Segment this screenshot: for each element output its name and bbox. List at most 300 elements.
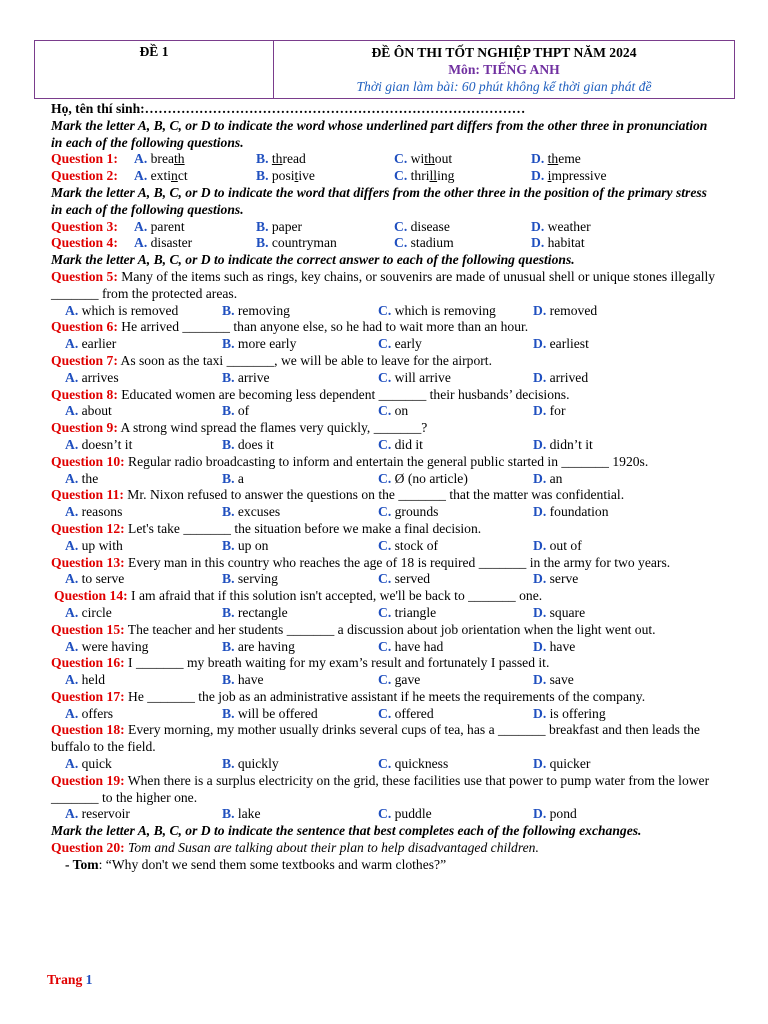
question-15	[51, 622, 716, 656]
instruction-exchange: Mark the letter A, B, C, or D to indicate the sentence that best completes each of the following exchanges.	[51, 823, 642, 839]
option-c[interactable]	[378, 672, 533, 689]
option-text: offered	[394, 705, 434, 721]
option-text: have	[237, 672, 264, 688]
option-d[interactable]	[533, 639, 575, 656]
option-text: quickly	[237, 756, 279, 772]
option-letter: A.	[65, 436, 79, 452]
option-letter: D.	[533, 571, 547, 587]
option-d[interactable]	[531, 219, 591, 236]
option-letter: C.	[378, 436, 392, 452]
option-text: offers	[81, 705, 114, 721]
option-text: paper	[271, 218, 303, 234]
question-stem	[51, 588, 716, 605]
underlined-part: th	[424, 151, 435, 167]
option-letter: C.	[378, 604, 392, 620]
option-letter: A.	[65, 369, 79, 385]
option-letter: C.	[378, 571, 392, 587]
option-letter: C.	[378, 369, 392, 385]
exam-content	[51, 101, 716, 874]
option-letter: C.	[378, 705, 392, 721]
option-letter: B.	[222, 369, 235, 385]
underlined-part: th	[174, 151, 185, 167]
question-text: As soon as the taxi _______, we will be able to leave for the airport.	[120, 352, 492, 368]
option-letter: D.	[533, 369, 547, 385]
option-letter: B.	[222, 537, 235, 553]
question-label: Question 8:	[51, 386, 118, 402]
option-text: serve	[549, 571, 579, 587]
question-label: Question 13:	[51, 554, 125, 570]
option-letter: B.	[222, 436, 235, 452]
answer-options	[51, 605, 716, 622]
option-b[interactable]	[222, 471, 378, 488]
question-stem	[51, 722, 716, 756]
option-text: will be offered	[237, 705, 318, 721]
option-text: up on	[237, 537, 269, 553]
answer-options	[51, 756, 716, 773]
question-label: Question 11:	[51, 487, 124, 503]
option-a[interactable]	[134, 219, 256, 236]
option-letter: D.	[531, 235, 545, 251]
answer-options	[51, 471, 716, 488]
option-text: which is removed	[81, 302, 179, 318]
option-text: which is removing	[394, 302, 496, 318]
option-a[interactable]	[65, 672, 222, 689]
question-stem	[51, 521, 716, 538]
option-letter: B.	[222, 403, 235, 419]
option-letter: C.	[378, 504, 392, 520]
option-b[interactable]	[256, 151, 394, 168]
underlined-part: th	[547, 151, 559, 167]
option-text: is offering	[549, 705, 606, 721]
option-c[interactable]	[394, 235, 531, 252]
question-stem	[51, 689, 716, 706]
option-d[interactable]	[533, 504, 609, 521]
question-stem	[51, 555, 716, 572]
option-text: have had	[394, 638, 444, 654]
question-stem	[51, 622, 716, 639]
option-b[interactable]	[222, 672, 378, 689]
question-stem	[51, 387, 716, 404]
option-text: have	[549, 638, 576, 654]
option-letter: A.	[65, 302, 79, 318]
option-b[interactable]	[222, 756, 378, 773]
option-text: did it	[394, 436, 423, 452]
option-text: mpressive	[551, 168, 607, 184]
option-c[interactable]	[394, 219, 531, 236]
option-letter: A.	[65, 504, 79, 520]
option-text: held	[81, 672, 106, 688]
option-a[interactable]	[65, 538, 222, 555]
option-letter: D.	[533, 403, 547, 419]
option-letter: A.	[65, 571, 79, 587]
question-17	[51, 689, 716, 723]
option-text: more early	[237, 336, 297, 352]
option-a[interactable]	[65, 303, 222, 320]
option-text: the	[81, 470, 99, 486]
option-c[interactable]	[394, 151, 531, 168]
option-b[interactable]	[222, 437, 378, 454]
option-text: quickness	[394, 756, 449, 772]
option-c[interactable]	[378, 504, 533, 521]
exam-header	[34, 40, 735, 99]
instruction-correct-answer: Mark the letter A, B, C, or D to indicate the correct answer to each of the following questions.	[51, 252, 575, 268]
speaker-name: - Tom	[65, 856, 99, 872]
option-letter: A.	[134, 168, 148, 184]
underlined-part: t	[294, 168, 299, 184]
question-stem	[51, 487, 716, 504]
option-letter: C.	[394, 235, 408, 251]
option-d[interactable]	[533, 303, 597, 320]
question-18	[51, 722, 716, 772]
speaker-line: : “Why don't we send them some textbooks and warm clothes?”	[98, 856, 447, 872]
instruction-stress: Mark the letter A, B, C, or D to indicate the word that differs from the other three in the position of the primary stress in each of the following questions.	[51, 184, 707, 217]
option-text: wi	[410, 151, 425, 167]
option-c[interactable]	[378, 605, 533, 622]
option-letter: C.	[378, 756, 392, 772]
option-letter: C.	[394, 168, 408, 184]
question-stem	[51, 353, 716, 370]
student-name-line: Họ, tên thí sinh:…………………………………………………………………………	[51, 101, 526, 116]
option-d[interactable]	[533, 336, 589, 353]
exam-code: ĐỀ 1	[35, 41, 274, 98]
option-d[interactable]	[533, 672, 574, 689]
option-text: are having	[237, 638, 295, 654]
question-stem	[51, 655, 716, 672]
option-d[interactable]	[533, 370, 588, 387]
option-b[interactable]	[222, 504, 378, 521]
option-letter: A.	[134, 235, 148, 251]
question-text: When there is a surplus electricity on the grid, these facilities use that power to pump water from the lower _______ to the higher one.	[51, 772, 710, 805]
option-text: disease	[410, 218, 450, 234]
option-text: weather	[547, 218, 591, 234]
instruction-pronunciation: Mark the letter A, B, C, or D to indicate the word whose underlined part differs from the other three in pronunciation in each of the following questions.	[51, 117, 708, 150]
option-letter: A.	[134, 151, 148, 167]
option-b[interactable]	[256, 235, 394, 252]
option-c[interactable]	[378, 370, 533, 387]
option-letter: C.	[394, 218, 408, 234]
option-letter: D.	[531, 168, 545, 184]
option-b[interactable]	[222, 303, 378, 320]
option-b[interactable]	[222, 605, 378, 622]
question-label: Question 7:	[51, 352, 118, 368]
option-text: thri	[410, 168, 430, 184]
option-letter: C.	[378, 336, 392, 352]
question-list	[51, 269, 716, 823]
option-a[interactable]	[65, 471, 222, 488]
option-letter: B.	[256, 218, 269, 234]
question-12	[51, 521, 716, 555]
option-letter: C.	[378, 537, 392, 553]
question-6	[51, 319, 716, 353]
page-word: Trang	[47, 972, 83, 987]
option-text: does it	[237, 436, 274, 452]
question-2	[51, 168, 716, 185]
option-a[interactable]	[65, 403, 222, 420]
option-d[interactable]	[533, 403, 565, 420]
option-b[interactable]	[222, 806, 378, 823]
question-label: Question 10:	[51, 453, 125, 469]
option-text: earliest	[549, 336, 589, 352]
option-letter: C.	[394, 151, 408, 167]
option-d[interactable]	[531, 168, 607, 185]
option-a[interactable]	[65, 756, 222, 773]
page-footer	[47, 972, 92, 989]
question-stem	[51, 319, 716, 336]
option-letter: A.	[65, 537, 79, 553]
question-text: Tom and Susan are talking about their plan to help disadvantaged children.	[128, 840, 539, 856]
option-c[interactable]	[394, 168, 531, 185]
option-text: out	[434, 151, 453, 167]
answer-options	[51, 806, 716, 823]
exam-title: ĐỀ ÔN THI TỐT NGHIỆP THPT NĂM 2024	[371, 45, 637, 60]
question-label: Question 16:	[51, 655, 125, 671]
option-text: triangle	[394, 604, 437, 620]
option-d[interactable]	[533, 605, 585, 622]
option-a[interactable]	[65, 639, 222, 656]
option-letter: B.	[222, 571, 235, 587]
exam-subject: Môn: TIẾNG ANH	[448, 62, 560, 77]
option-text: habitat	[547, 235, 585, 251]
underlined-part: ll	[429, 168, 438, 184]
option-text: puddle	[394, 806, 432, 822]
option-text: to serve	[81, 571, 125, 587]
question-stem	[51, 420, 716, 437]
question-3	[51, 219, 716, 236]
option-text: on	[394, 403, 409, 419]
option-b[interactable]	[222, 336, 378, 353]
option-text: posi	[271, 168, 295, 184]
option-c[interactable]	[378, 471, 533, 488]
answer-options	[51, 437, 716, 454]
option-d[interactable]	[533, 756, 590, 773]
option-text: parent	[150, 218, 185, 234]
option-letter: C.	[378, 403, 392, 419]
option-c[interactable]	[378, 303, 533, 320]
question-text: Let's take _______ the situation before we make a final decision.	[128, 520, 482, 536]
option-letter: C.	[378, 302, 392, 318]
option-a[interactable]	[134, 168, 256, 185]
option-text: served	[394, 571, 431, 587]
underlined-part: th	[271, 151, 283, 167]
option-c[interactable]	[378, 756, 533, 773]
question-text: I am afraid that if this solution isn't accepted, we'll be back to _______ one.	[131, 588, 543, 604]
option-b[interactable]	[222, 706, 378, 723]
option-letter: D.	[533, 638, 547, 654]
option-a[interactable]	[65, 370, 222, 387]
option-letter: D.	[533, 336, 547, 352]
option-text: quicker	[549, 756, 591, 772]
option-text: Ø (no article)	[394, 470, 468, 486]
question-20	[51, 840, 716, 857]
option-text: ct	[177, 168, 188, 184]
underlined-part: i	[547, 168, 552, 184]
option-b[interactable]	[222, 639, 378, 656]
option-d[interactable]	[533, 538, 582, 555]
exam-title-block	[274, 41, 734, 98]
question-label: Question 14:	[54, 588, 128, 604]
option-text: of	[237, 403, 250, 419]
question-text: A strong wind spread the flames very quickly, _______?	[120, 420, 428, 436]
option-text: circle	[81, 604, 112, 620]
question-text: Every morning, my mother usually drinks several cups of tea, has a _______ breakfast and then leads the buffalo to the field.	[51, 722, 700, 755]
option-letter: C.	[378, 470, 392, 486]
question-14	[51, 588, 716, 622]
option-letter: B.	[256, 235, 269, 251]
question-stem	[51, 773, 716, 807]
option-letter: D.	[533, 504, 547, 520]
option-letter: B.	[222, 756, 235, 772]
option-a[interactable]	[134, 151, 256, 168]
question-label: Question 20:	[51, 840, 125, 856]
option-d[interactable]	[533, 437, 593, 454]
option-letter: A.	[65, 806, 79, 822]
option-letter: B.	[222, 336, 235, 352]
option-text: exti	[150, 168, 172, 184]
option-text: out of	[549, 537, 582, 553]
option-b[interactable]	[222, 571, 378, 588]
option-c[interactable]	[378, 806, 533, 823]
option-text: early	[394, 336, 422, 352]
option-text: lake	[237, 806, 261, 822]
option-d[interactable]	[533, 806, 577, 823]
answer-options	[51, 571, 716, 588]
option-c[interactable]	[378, 538, 533, 555]
question-8	[51, 387, 716, 421]
option-letter: D.	[533, 537, 547, 553]
option-text: foundation	[549, 504, 609, 520]
option-letter: A.	[65, 638, 79, 654]
option-text: an	[549, 470, 563, 486]
question-label: Question 5:	[51, 268, 118, 284]
question-text: Mr. Nixon refused to answer the questions on the _______ that the matter was confidential.	[127, 487, 625, 503]
option-c[interactable]	[378, 437, 533, 454]
option-letter: A.	[65, 756, 79, 772]
option-b[interactable]	[222, 403, 378, 420]
answer-options	[51, 504, 716, 521]
option-letter: D.	[533, 806, 547, 822]
option-letter: B.	[222, 806, 235, 822]
question-text: Every man in this country who reaches the age of 18 is required _______ in the army for two years.	[128, 554, 671, 570]
answer-options	[51, 639, 716, 656]
option-text: pond	[549, 806, 577, 822]
option-d[interactable]	[533, 706, 606, 723]
option-letter: A.	[65, 604, 79, 620]
option-c[interactable]	[378, 639, 533, 656]
question-stem	[51, 454, 716, 471]
question-label: Question 18:	[51, 722, 125, 738]
option-a[interactable]	[65, 437, 222, 454]
option-d[interactable]	[531, 151, 581, 168]
option-letter: B.	[222, 672, 235, 688]
option-text: reservoir	[81, 806, 130, 822]
option-letter: A.	[65, 470, 79, 486]
option-text: disaster	[150, 235, 193, 251]
option-letter: D.	[533, 604, 547, 620]
option-a[interactable]	[134, 235, 256, 252]
option-d[interactable]	[533, 571, 578, 588]
question-16	[51, 655, 716, 689]
option-c[interactable]	[378, 706, 533, 723]
option-text: removing	[237, 302, 290, 318]
option-a[interactable]	[65, 336, 222, 353]
question-label: Question 15:	[51, 621, 125, 637]
question-label: Question 9:	[51, 420, 118, 436]
option-text: grounds	[394, 504, 439, 520]
option-c[interactable]	[378, 403, 533, 420]
option-letter: D.	[533, 672, 547, 688]
question-4	[51, 235, 716, 252]
option-b[interactable]	[256, 219, 394, 236]
option-text: about	[81, 403, 112, 419]
option-b[interactable]	[222, 538, 378, 555]
option-a[interactable]	[65, 605, 222, 622]
option-letter: B.	[256, 151, 269, 167]
option-b[interactable]	[256, 168, 394, 185]
option-text: quick	[81, 756, 112, 772]
question-label: Question 19:	[51, 772, 125, 788]
question-text: Many of the items such as rings, key chains, or souvenirs are made of unusual shell or unique stones illegally _______ from the protected areas.	[51, 268, 716, 301]
option-text: up with	[81, 537, 123, 553]
option-letter: D.	[533, 705, 547, 721]
option-letter: D.	[531, 218, 545, 234]
option-letter: D.	[533, 470, 547, 486]
option-letter: D.	[531, 151, 545, 167]
option-a[interactable]	[65, 571, 222, 588]
option-c[interactable]	[378, 571, 533, 588]
option-text: save	[549, 672, 574, 688]
option-letter: B.	[222, 638, 235, 654]
answer-options	[51, 403, 716, 420]
question-7	[51, 353, 716, 387]
question-text: He arrived _______ than anyone else, so he had to wait more than an hour.	[121, 319, 529, 335]
option-letter: A.	[65, 705, 79, 721]
question-5	[51, 269, 716, 319]
option-d[interactable]	[533, 471, 562, 488]
question-label: Question 12:	[51, 520, 125, 536]
option-a[interactable]	[65, 706, 222, 723]
option-a[interactable]	[65, 806, 222, 823]
option-text: arrived	[549, 369, 589, 385]
question-text: The teacher and her students _______ a discussion about job orientation when the light went out.	[127, 621, 656, 637]
question-text: Educated women are becoming less dependent _______ their husbands’ decisions.	[121, 386, 570, 402]
question-text: He _______ the job as an administrative assistant if he meets the requirements of the company.	[128, 688, 646, 704]
option-a[interactable]	[65, 504, 222, 521]
option-text: serving	[237, 571, 278, 587]
answer-options	[51, 672, 716, 689]
question-1	[51, 151, 716, 168]
answer-options	[51, 303, 716, 320]
option-text: earlier	[81, 336, 117, 352]
option-d[interactable]	[531, 235, 585, 252]
question-10	[51, 454, 716, 488]
answer-options	[51, 706, 716, 723]
option-letter: C.	[378, 806, 392, 822]
option-text: stock of	[394, 537, 439, 553]
question-label: Question 17:	[51, 688, 125, 704]
option-text: countryman	[271, 235, 337, 251]
option-letter: B.	[222, 504, 235, 520]
question-label: Question 1:	[51, 151, 118, 167]
page-number: 1	[85, 972, 93, 987]
option-text: excuses	[237, 504, 281, 520]
option-b[interactable]	[222, 370, 378, 387]
option-text: doesn’t it	[81, 436, 133, 452]
option-letter: B.	[256, 168, 269, 184]
option-text: removed	[549, 302, 598, 318]
option-text: rectangle	[237, 604, 288, 620]
question-label: Question 4:	[51, 235, 118, 251]
option-c[interactable]	[378, 336, 533, 353]
